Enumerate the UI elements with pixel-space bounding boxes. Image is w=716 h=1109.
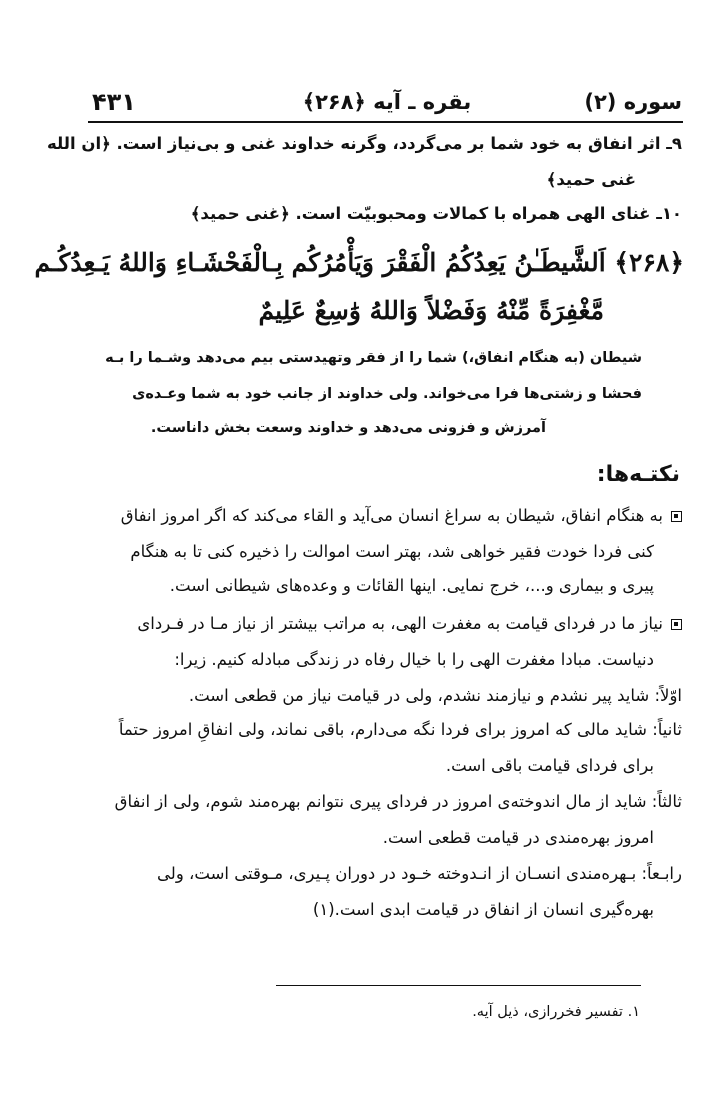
note-2-secondly-line-2: برای فردای قیامت باقی است.	[445, 756, 654, 775]
note-1-line-3: پیری و بیماری و...، خرج نمایی. اینها القائات و وعده‌های شیطانی است.	[169, 576, 654, 595]
lesson-10: ۱۰ـ غنای الهی همراه با کمالات ومحبوبیّت است. ﴿غنی حمید﴾	[190, 204, 682, 223]
square-bullet-icon	[671, 619, 682, 630]
footnote-divider	[276, 985, 641, 986]
verse-reference: بقره ـ آیه ﴿۲۶۸﴾	[302, 90, 472, 114]
header-divider	[88, 121, 683, 123]
footnote: ۱. تفسیر فخررازی، ذیل آیه.	[472, 1004, 640, 1020]
ayah-line-2: مَّغْفِرَةً مِّنْهُ وَفَضْلاً وَاللهُ وَٰسِعٌ عَلِیمٌ	[258, 296, 604, 325]
note-1-line-1: به هنگام انفاق، شیطان به سراغ انسان می‌آید و القاء می‌کند که اگر امروز انفاق	[121, 506, 682, 525]
surah-label: سوره (۲)	[584, 90, 682, 114]
lesson-9-line-1: ۹ـ اثر انفاق به خود شما بر می‌گردد، وگرنه خداوند غنی و بی‌نیاز است. ﴿ان الله	[47, 134, 682, 153]
ayah-line-1: ﴿۲۶۸﴾ اَلشَّیطَـٰنُ یَعِدُکُمُ الْفَقْرَ وَیَأْمُرُکُم بِـالْفَحْشَـاءِ وَاللهُ یَـعِدُکُـم	[34, 248, 684, 277]
note-2-line-1: نیاز ما در فردای قیامت به مغفرت الهی، به مراتب بیشتر از نیاز مـا در فـردای	[137, 614, 682, 633]
page-number: ۴۳۱	[92, 88, 136, 116]
note-2-fourthly-line-2: بهره‌گیری انسان از انفاق در قیامت ابدی است.(۱)	[312, 900, 654, 919]
note-2-line-2: دنیاست. مبادا مغفرت الهی را با خیال رفاه در زندگی مبادله کنیم. زیرا:	[174, 650, 654, 669]
translation-line-2: فحشا و زشتی‌ها فرا می‌خواند. ولی خداوند از جانب خود به شما وعـده‌ی	[132, 386, 642, 402]
note-2-fourthly-line-1: رابـعاً: بـهره‌مندی انسـان از انـدوخته خـود در دوران پـیری، مـوقتی است، ولی	[157, 864, 682, 883]
note-2-firstly: اوّلاً: شاید پیر نشدم و نیازمند نشدم، ولی در قیامت نیاز من قطعی است.	[188, 686, 682, 705]
translation-line-1: شیطان (به هنگام انفاق،) شما را از فقر وتهیدستی بیم می‌دهد وشـما را بـه	[105, 350, 642, 366]
lesson-9-line-2: غنی حمید﴾	[546, 170, 636, 189]
note-2-thirdly-line-2: امروز بهره‌مندی در قیامت قطعی است.	[382, 828, 654, 847]
note-2-secondly-line-1: ثانیاً: شاید مالی که امروز برای فردا نگه می‌دارم، باقی نماند، ولی انفاقِ امروز حتماً	[118, 720, 682, 739]
page-header	[92, 88, 682, 120]
translation-line-3: آمرزش و فزونی می‌دهد و خداوند وسعت بخش داناست.	[150, 420, 546, 436]
note-2-thirdly-line-1: ثالثاً: شاید از مال اندوخته‌ی امروز در فردای پیری نتوانم بهره‌مند شوم، ولی از انفاق	[114, 792, 682, 811]
square-bullet-icon	[671, 511, 682, 522]
note-1-line-2: کنی فردا خودت فقیر خواهی شد، بهتر است اموالت را ذخیره کنی تا به هنگام	[130, 542, 654, 561]
notes-heading: نکتـه‌ها:	[596, 462, 680, 487]
